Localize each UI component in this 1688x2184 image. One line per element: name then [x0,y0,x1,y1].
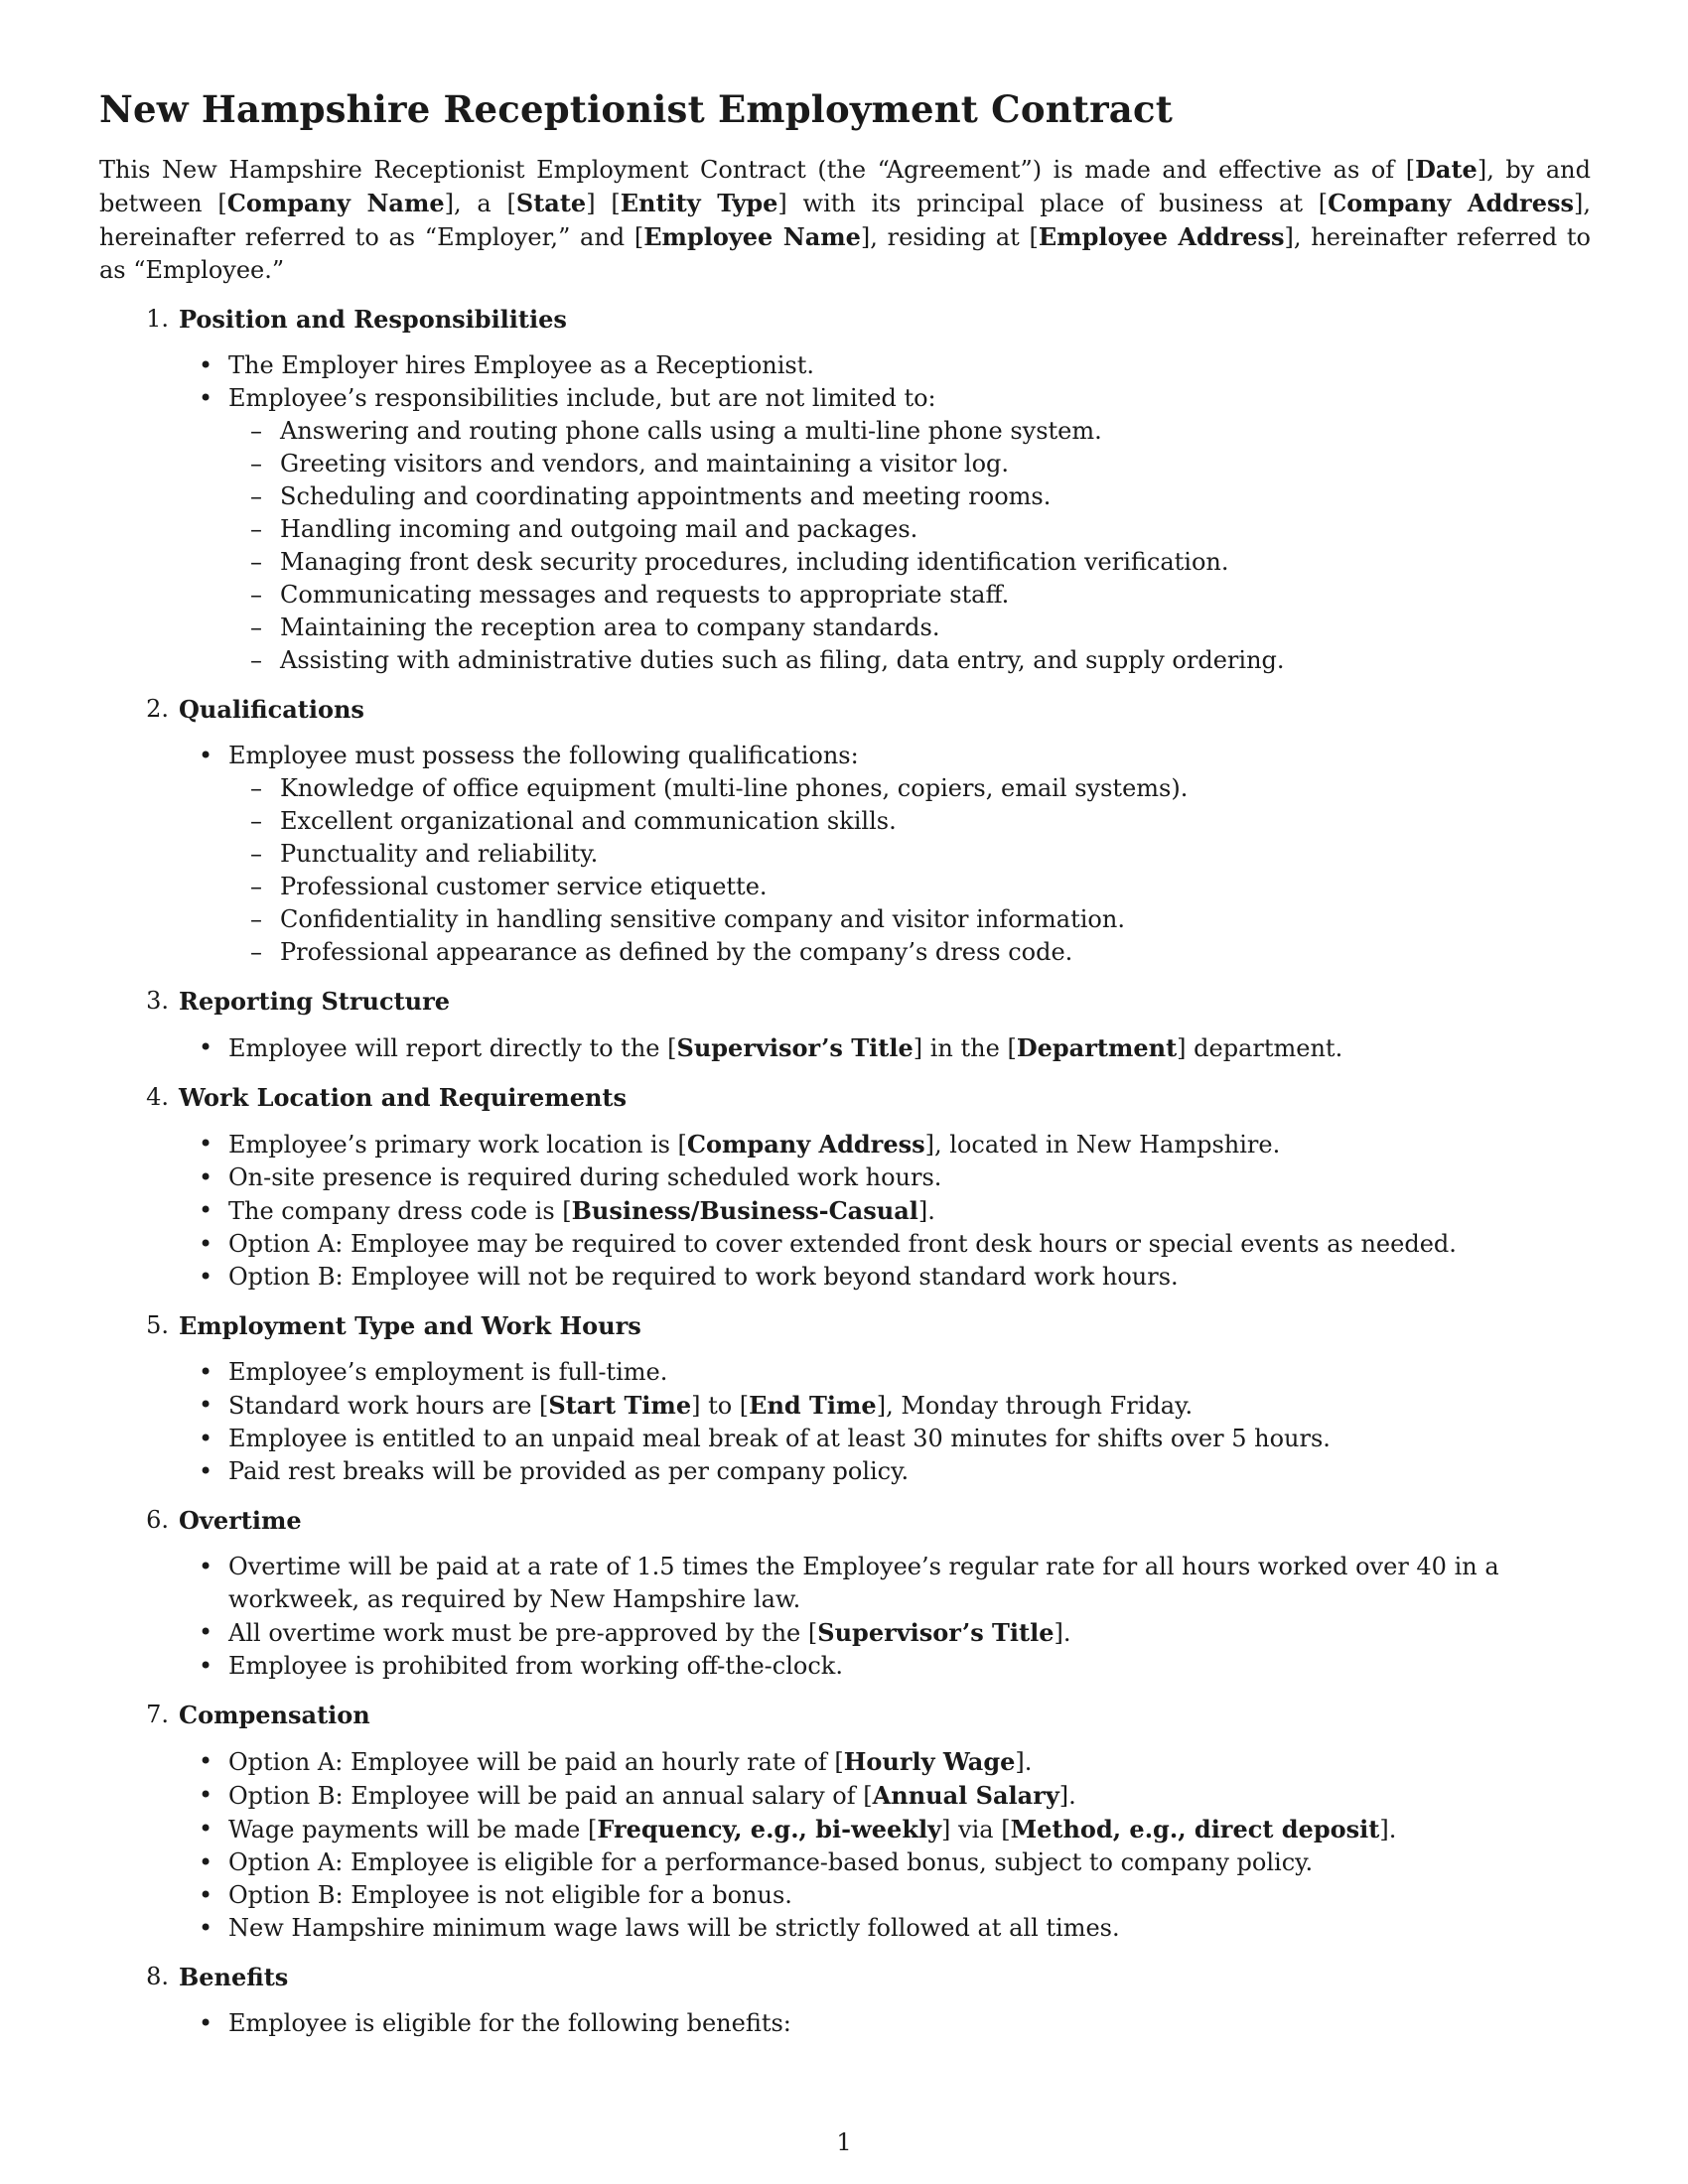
placeholder-field: Company Address [686,1130,925,1159]
text-run: Employee’s primary work location is [ [228,1131,687,1159]
bullet-icon: • [199,1130,213,1158]
bullet-list [99,1551,1591,1683]
placeholder-field: End Time [749,1391,877,1420]
sub-item-text: Knowledge of office equipment (multi-line phones, copiers, email systems). [280,774,1189,802]
bullet-icon: • [199,384,213,412]
dash-icon: – [250,482,262,510]
sub-item-text: Maintaining the reception area to company standards. [280,614,940,641]
list-item [99,1846,1591,1879]
placeholder-field: Supervisor’s Title [817,1618,1055,1647]
list-item [99,1551,1591,1616]
placeholder-field: Date [1415,155,1477,184]
placeholder-field: Frequency, e.g., bi-weekly [597,1815,942,1843]
placeholder-field: Start Time [548,1391,692,1420]
text-run: New Hampshire minimum wage laws will be strictly followed at all times. [228,1914,1120,1942]
dash-icon: – [250,417,262,445]
list-item [99,1194,1591,1228]
text-run: All overtime work must be pre-approved by the [ [228,1619,818,1647]
text-run: Employee’s responsibilities include, but are not limited to: [228,384,936,412]
text-run: ], by and between [ [99,156,1592,217]
bullet-icon: • [199,1747,213,1775]
list-item [99,382,1591,677]
dash-icon: – [250,840,262,868]
text-run: Option A: Employee may be required to cover extended front desk hours or special events as needed. [228,1230,1457,1258]
section-number: 1. [146,305,169,333]
text-run: ]. [1054,1619,1071,1647]
section-heading [99,1504,1591,1537]
section [99,1961,1591,2040]
section-title: Work Location and Requirements [179,1083,628,1112]
text-run: ]. [917,1197,935,1225]
bullet-icon: • [199,1881,213,1909]
bullet-icon: • [199,1391,213,1419]
text-run: ], a [ [444,190,516,217]
sub-list-item [99,838,1591,871]
bullet-icon: • [199,1196,213,1224]
bullet-icon: • [199,1848,213,1876]
text-run: ], residing at [ [860,223,1039,251]
sub-item-text: Professional customer service etiquette. [280,873,768,900]
section-number: 3. [146,987,169,1015]
bullet-icon: • [199,1358,213,1386]
text-run: Wage payments will be made [ [228,1816,598,1843]
sub-list-item [99,644,1591,677]
bullet-icon: • [199,1457,213,1485]
page-number: 1 [836,2128,852,2156]
section [99,985,1591,1065]
text-run: Option A: Employee will be paid an hourly rate of [ [228,1748,844,1776]
section-number: 8. [146,1963,169,1990]
placeholder-field: State [515,189,587,217]
text-run: Paid rest breaks will be provided as per company policy. [228,1457,910,1485]
sub-item-text: Confidentiality in handling sensitive company and visitor information. [280,905,1125,933]
list-item [99,1650,1591,1683]
bullet-list [99,349,1591,677]
intro-paragraph [99,153,1591,287]
text-run: Employee’s employment is full-time. [228,1358,668,1386]
text-run: The Employer hires Employee as a Receptionist. [228,351,815,379]
dash-icon: – [250,614,262,641]
sub-item-text: Professional appearance as defined by the company’s dress code. [280,938,1073,966]
list-item [99,1779,1591,1813]
placeholder-field: Supervisor’s Title [676,1033,914,1062]
text-run: ]. [1379,1816,1397,1843]
section [99,1081,1591,1294]
bullet-icon: • [199,1652,213,1680]
list-item [99,1356,1591,1389]
section [99,1309,1591,1488]
sub-item-text: Handling incoming and outgoing mail and packages. [280,515,918,543]
sub-list-item [99,579,1591,612]
list-item [99,1261,1591,1294]
text-run: ], located in New Hampshire. [924,1131,1281,1159]
sub-item-text: Greeting visitors and vendors, and maintaining a visitor log. [280,450,1010,478]
text-run: [ [1405,156,1416,184]
placeholder-field: Method, e.g., direct deposit [1010,1815,1380,1843]
placeholder-field: Department [1016,1033,1178,1062]
text-run: ] [ [586,190,621,217]
list-item [99,1128,1591,1161]
text-run: Option B: Employee will not be required to work beyond standard work hours. [228,1263,1179,1291]
text-run: ], hereinafter referred to as “Employee.” [99,223,1591,284]
sub-item-text: Assisting with administrative duties such as filing, data entry, and supply ordering. [280,646,1285,674]
sub-list-item [99,805,1591,838]
text-run: The company dress code is [ [228,1197,572,1225]
section-number: 4. [146,1083,169,1111]
list-item [99,1879,1591,1912]
placeholder-field: Company Name [226,189,445,217]
sub-list-item [99,612,1591,644]
placeholder-field: Entity Type [620,189,778,217]
bullet-icon: • [199,742,213,769]
dash-icon: – [250,905,262,933]
sub-item-text: Excellent organizational and communication skills. [280,807,897,835]
sub-list-item [99,871,1591,903]
text-run: Employee must possess the following qualifications: [228,742,859,769]
list-item [99,1745,1591,1779]
list-item [99,1455,1591,1488]
sub-list-item [99,513,1591,546]
text-run: ] in the [ [913,1034,1017,1062]
dash-icon: – [250,581,262,609]
text-run: ] with its principal place of business at [ [777,190,1329,217]
sub-list-item [99,772,1591,805]
sub-list-item [99,480,1591,513]
document-title: New Hampshire Receptionist Employment Contract [99,87,1173,131]
section [99,1699,1591,1945]
sub-item-text: Answering and routing phone calls using a multi-line phone system. [280,417,1102,445]
bullet-icon: • [199,1815,213,1843]
text-run: ], Monday through Friday. [876,1392,1194,1420]
text-run: Standard work hours are [ [228,1392,549,1420]
bullet-icon: • [199,1230,213,1258]
text-run: ] department. [1177,1034,1343,1062]
list-item [99,1423,1591,1455]
sub-list [228,415,1591,677]
list-item [99,1389,1591,1423]
text-run: On-site presence is required during scheduled work hours. [228,1163,942,1191]
placeholder-field: Hourly Wage [843,1747,1016,1776]
list-item [99,349,1591,382]
sub-list-item [99,415,1591,448]
dash-icon: – [250,938,262,966]
bullet-icon: • [199,1914,213,1942]
text-run: Employee is entitled to an unpaid meal break of at least 30 minutes for shifts over 5 hours. [228,1425,1331,1452]
section [99,693,1591,969]
section [99,1504,1591,1683]
sub-item-text: Managing front desk security procedures, including identification verification. [280,548,1229,576]
list-item [99,1161,1591,1194]
placeholder-field: Business/Business-Casual [571,1196,918,1225]
bullet-icon: • [199,1618,213,1646]
bullet-icon: • [199,1033,213,1061]
section-heading [99,1081,1591,1114]
text-run: Employee is eligible for the following benefits: [228,2009,791,2037]
list-item [99,2007,1591,2040]
dash-icon: – [250,548,262,576]
sub-item-text: Scheduling and coordinating appointments and meeting rooms. [280,482,1052,510]
text-run: ]. [1058,1782,1076,1810]
section-number: 7. [146,1701,169,1728]
text-run: ] to [ [691,1392,750,1420]
list-item [99,1912,1591,1945]
bullet-icon: • [199,1163,213,1191]
section-heading [99,303,1591,336]
text-run: Option A: Employee is eligible for a performance-based bonus, subject to company policy. [228,1848,1314,1876]
section-title: Benefits [179,1963,289,1991]
text-run: ], hereinafter referred to as “Employer,” and [ [99,190,1591,251]
sub-item-text: Communicating messages and requests to appropriate staff. [280,581,1010,609]
dash-icon: – [250,873,262,900]
section-number: 2. [146,695,169,723]
bullet-icon: • [199,1781,213,1809]
dash-icon: – [250,450,262,478]
section-heading [99,985,1591,1018]
bullet-icon: • [199,1425,213,1452]
list-item [99,1813,1591,1846]
dash-icon: – [250,807,262,835]
bullet-list [99,1745,1591,1945]
text-run: ] via [ [941,1816,1011,1843]
sub-list-item [99,448,1591,480]
text-run: ]. [1015,1748,1033,1776]
section-title: Position and Responsibilities [179,305,567,334]
text-run: Overtime will be paid at a rate of 1.5 times the Employee’s regular rate for all hours worked over 40 in a workweek, as required by New Hampshire law. [228,1553,1499,1613]
bullet-list [99,740,1591,969]
dash-icon: – [250,646,262,674]
dash-icon: – [250,515,262,543]
sections-list [99,303,1591,2040]
dash-icon: – [250,774,262,802]
section-title: Compensation [179,1701,370,1729]
section-title: Reporting Structure [179,987,451,1016]
sub-list-item [99,936,1591,969]
list-item [99,1228,1591,1261]
section-title: Employment Type and Work Hours [179,1311,641,1340]
section-number: 5. [146,1311,169,1339]
text-run: Employee is prohibited from working off-the-clock. [228,1652,843,1680]
section-heading [99,1309,1591,1342]
text-run: Option B: Employee is not eligible for a bonus. [228,1881,792,1909]
section-number: 6. [146,1506,169,1534]
list-item [99,1031,1591,1065]
section-title: Overtime [179,1506,302,1535]
bullet-list [99,2007,1591,2040]
sub-item-text: Punctuality and reliability. [280,840,599,868]
section-heading [99,1961,1591,1993]
bullet-icon: • [199,1553,213,1580]
placeholder-field: Employee Name [643,222,861,251]
bullet-icon: • [199,351,213,379]
sub-list-item [99,903,1591,936]
sub-list-item [99,546,1591,579]
section-heading [99,1699,1591,1731]
bullet-icon: • [199,2009,213,2037]
placeholder-field: Annual Salary [872,1781,1059,1810]
section [99,303,1591,677]
list-item [99,740,1591,969]
bullet-list [99,1356,1591,1488]
document-page [99,87,1591,2056]
section-title: Qualifications [179,695,364,724]
placeholder-field: Employee Address [1038,222,1285,251]
text-run: Employee will report directly to the [ [228,1034,677,1062]
bullet-list [99,1031,1591,1065]
bullet-icon: • [199,1263,213,1291]
section-heading [99,693,1591,726]
list-item [99,1616,1591,1650]
text-run: Option B: Employee will be paid an annual salary of [ [228,1782,873,1810]
sub-list [228,772,1591,969]
placeholder-field: Company Address [1328,189,1574,217]
text-run: This New Hampshire Receptionist Employment Contract (the “Agreement”) is made and effective as of [99,156,1406,184]
bullet-list [99,1128,1591,1294]
